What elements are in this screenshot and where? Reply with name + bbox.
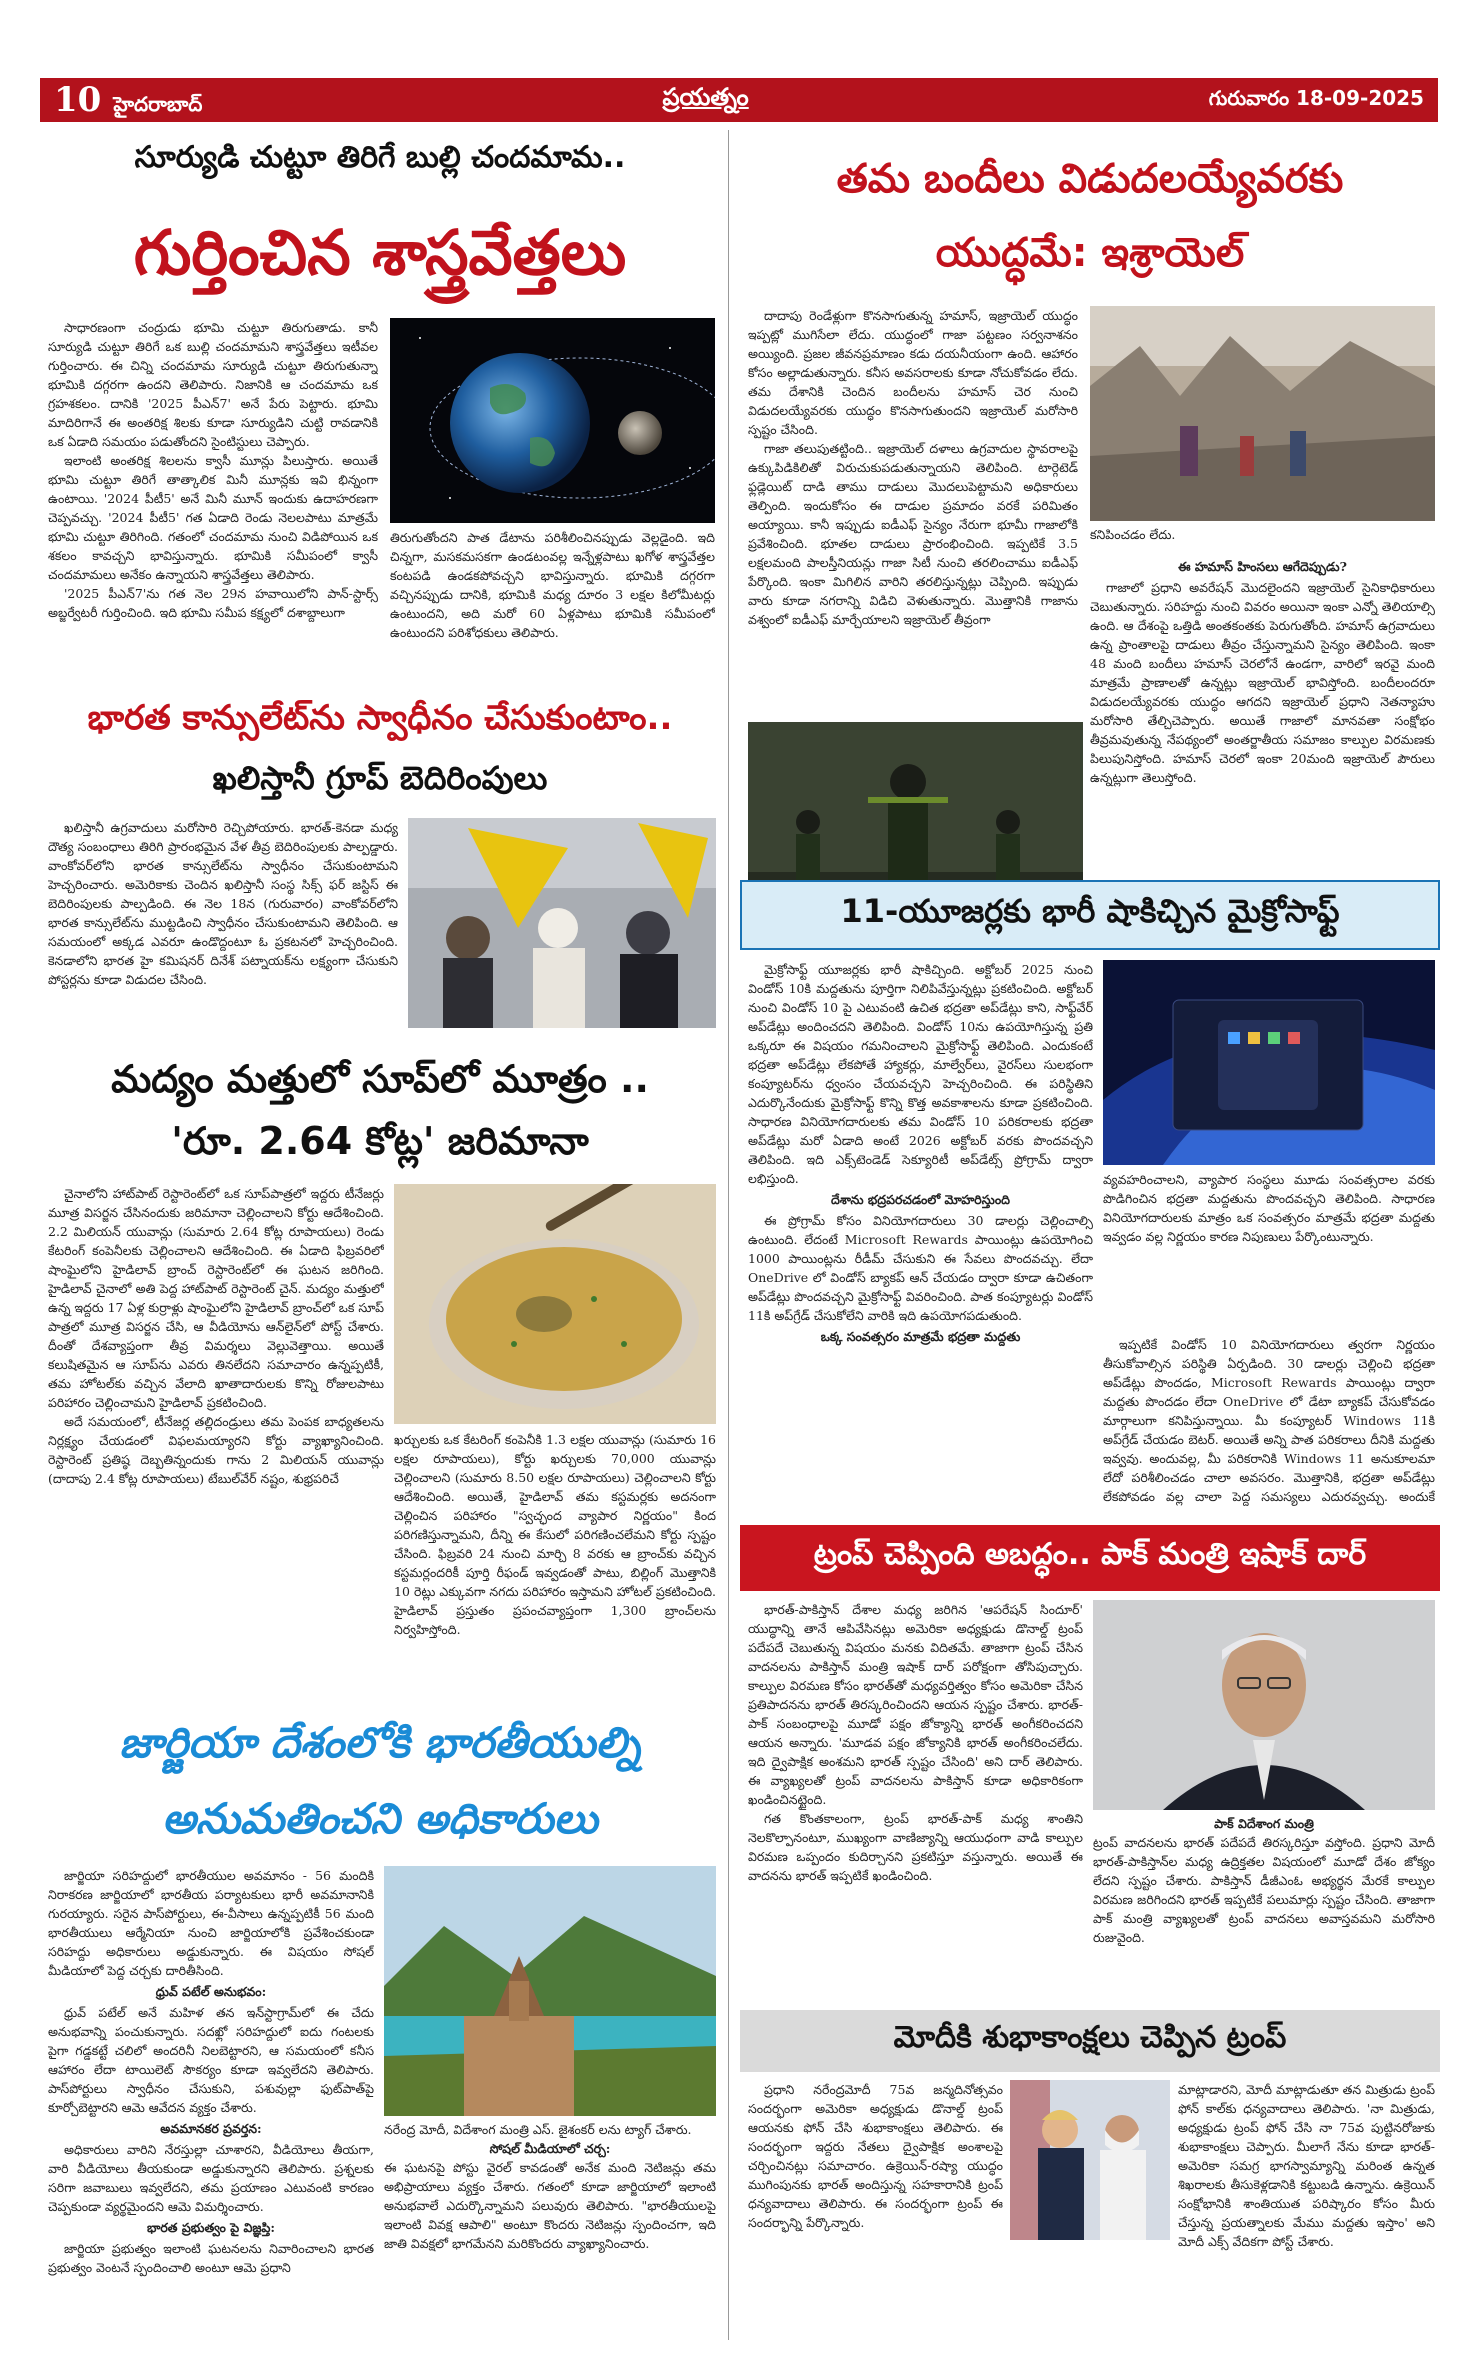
israel-body-p3: గాజాలో ప్రధాని అవరేషన్ మొదలైందని ఇజ్రాయెల్ సైనికాధికారులు చెబుతున్నారు. సరిహద్దు నుంచి వివరం అయినా ఇంకా ఎన్నో తెలియాల్సి ఉంది. ఆ దేశంపై ఒత్తిడి అంతకంతకు పెరుగుతోంది. హమాస్ ఉగ్రవాదులు ఉన్న ప్రాంతాలపై దాడులు తీవ్రం చేస్తున్నామని సైన్యం తెలిపింది. ఇంకా 48 మంది బందీలు హమాస్ చెరలోనే ఉండగా, వారిలో ఇరవై మంది మాత్రమే ప్రాణాలతో ఉన్నట్లు ఇజ్రాయెల్ భావిస్తోంది. బందీలందరూ విడుదలయ్యేవరకు యుద్ధం ఆగదని ఇజ్రాయెల్ ప్రధాని నెతన్యాహు మరోసారి తేల్చిచెప్పారు. అయితే గాజాలో మానవతా సంక్షోభం తీవ్రమవుతున్న నేపథ్యంలో అంతర్జాతీయ సమాజం కాల్పుల విరమణకు పిలుపునిస్తోంది. హమాస్ చెరలో ఇంకా 20మంది ఇజ్రాయెల్ పౌరులు ఉన్నట్లుగా తెలుస్తోంది. — [1090, 580, 1435, 785]
protest-crowd-illustration — [408, 818, 716, 1028]
modi-caption-text: మాట్లాడారని, మోదీ మాట్లాడుతూ తన మిత్రుడు ట్రంప్ ఫోన్ కాల్‌కు ధన్యవాదాలు తెలిపారు. 'నా మిత్రుడు, అధ్యక్షుడు ట్రంప్ ఫోన్ చేసి నా 75వ పుట్టినరోజుకు శుభాకాంక్షలు చెప్పారు. మీలాగే నేను కూడా భారత్-అమెరికా సమగ్ర భాగస్వామ్యాన్ని మరింత ఉన్నత శిఖరాలకు తీసుకెళ్లడానికి కట్టుబడి ఉన్నాను. ఉక్రెయిన్ సంక్షోభానికి శాంతియుత పరిష్కారం కోసం మీరు చేస్తున్న ప్రయత్నాలకు మేము మద్దతు ఇస్తాం' అని మోదీ ఎక్స్ వేదికగా పోస్ట్ చేశారు. — [1178, 2082, 1435, 2249]
pak-headline: ట్రంప్ చెప్పింది అబద్ధం.. పాక్ మంత్రి ఇషాక్ దార్ — [813, 1537, 1367, 1572]
georgia-caption — [384, 2120, 716, 2340]
georgia-headline-1: జార్జియా దేశంలోకి భారతీయుల్ని — [119, 1718, 641, 1767]
pak-body-p2: గత కొంతకాలంగా, ట్రంప్ భారత్-పాక్ మధ్య శాంతిని నెలకొల్పానంటూ, ముఖ్యంగా వాణిజ్యాన్ని ఆయుధంగా వాడి కాల్పుల విరమణ ఒప్పందం కుదిర్చానని ప్రకటిస్తూ వస్తున్నారు. అయితే ఈ వాదనను భారత్ ఇప్పటికే ఖండించింది. — [748, 1811, 1083, 1883]
moon-headline-block — [40, 200, 720, 310]
georgia-body-p1: జార్జియా సరిహద్దులో భారతీయుల అవమానం - 56 మందికి నిరాకరణ జార్జియాలో భారతీయ పర్యాటకులు భారీ అవమానానికి గురయ్యారు. సరైన పాస్‌పోర్టులు, ఈ-వీసాలు ఉన్నప్పటికీ 56 మంది భారతీయులు ఆర్మేనియా నుంచి జార్జియాలోకి ప్రవేశించకుండా సరిహద్దు అధికారులు అడ్డుకున్నారు. ఈ విషయం సోషల్ మీడియాలో పెద్ద చర్చకు దారితీసింది. — [48, 1868, 374, 1978]
microsoft-caption — [1103, 1170, 1435, 1330]
soup-caption-text: ఖర్చులకు ఒక కేటరింగ్ కంపెనీకి 1.3 లక్షల యువాన్లు (సుమారు 16 లక్షల రూపాయలు), కోర్టు ఖర్చులకు 70,000 యువాన్లు చెల్లించాలని (సుమారు 8.50 లక్షల రూపాయలు) చెల్లించాలని కోర్టు ఆదేశించింది. అయితే, హైడిలావ్ తమ కస్టమర్లకు అదనంగా చెల్లించిన పరిహారం "స్వచ్ఛంద వ్యాపార నిర్ణయం" కింద పరిగణిస్తున్నామని, దీన్ని ఈ కేసులో పరిగణించలేమని కోర్టు స్పష్టం చేసింది. ఫిబ్రవరి 24 నుంచి మార్చి 8 వరకు ఆ బ్రాంచ్‌కు వచ్చిన కస్టమర్లందరికీ పూర్తి రీఫండ్ ఇవ్వడంతో పాటు, బిల్లింగ్ మొత్తానికి 10 రెట్లు ఎక్కువగా నగదు పరిహారం ఇస్తామని హోటల్ ప్రకటించింది. హైడిలావ్ ప్రస్తుతం ప్రపంచవ్యాప్తంగా 1,300 బ్రాంచ్‌లను నిర్వహిస్తోంది. — [394, 1432, 716, 1637]
pak-caption-text: ట్రంప్ వాదనలను భారత్ పదేపదే తిరస్కరిస్తూ వస్తోంది. ప్రధాని మోదీ భారత్-పాకిస్తాన్‌ల మధ్య ఉద్రిక్తతల విషయంలో మూడో దేశం జోక్యం లేదని స్పష్టం చేశారు. పాకిస్తాన్ డీజీఎంఓ అభ్యర్థన మేరకే కాల్పుల విరమణ జరిగిందని భారత్ ఇప్పటికే పలుమార్లు స్పష్టం చేసింది. తాజాగా పాక్ మంత్రి వ్యాఖ్యలతో ట్రంప్ వాదనలు అవాస్తవమని మరోసారి రుజువైంది. — [1093, 1835, 1435, 1945]
soup-caption — [394, 1430, 716, 1675]
khalistan-photo — [408, 818, 716, 1028]
georgia-caption-title: సోషల్ మీడియాలో చర్చ: — [489, 2141, 611, 2156]
khalistan-body — [48, 818, 398, 1033]
microsoft-body-p3: ఇప్పటికే విండోస్ 10 వినియోగదారులు త్వరగా నిర్ణయం తీసుకోవాల్సిన పరిస్థితి ఏర్పడింది. 30 డాలర్లు చెల్లించి భద్రతా అప్‌డేట్లు పొందడం, Microsoft Rewards పాయింట్లు ద్వారా మద్దతు పొందడం లేదా OneDrive లో డేటా బ్యాకప్ చేసుకోవడం మార్గాలుగా కనిపిస్తున్నాయి. మీ కంప్యూటర్ Windows 11కి అప్‌గ్రేడ్ చేయడం బెటర్. అయితే అన్ని పాత పరికరాలు దీనికి మద్దతు ఇవ్వవు. అందువల్ల, మీ పరికరానికి Windows 11 అనుకూలమా లేదో పరిశీలించడం చాలా అవసరం. మొత్తానికి, భద్రతా అప్‌డేట్లు లేకపోవడం వల్ల చాలా పెద్ద సమస్యలు ఎదురవ్వచ్చు. అందుకే — [1103, 1337, 1435, 1504]
soup-body — [48, 1184, 384, 1674]
moon-headline: గుర్తించిన శాస్త్రవేత్తలు — [133, 216, 627, 289]
soup-headline-2: 'రూ. 2.64 కోట్ల' జరిమానా — [171, 1119, 589, 1163]
masthead-left — [54, 80, 202, 121]
windows-laptop-illustration — [1103, 960, 1435, 1165]
georgia-sub-2: అవమానకర ప్రవర్తన: — [160, 2121, 262, 2136]
israel-caption — [1090, 525, 1435, 551]
israel-sub: ఈ హమాస్ హింసలు ఆగేదెప్పుడు? — [1178, 559, 1347, 574]
column-divider — [728, 130, 729, 2340]
rubble-illustration — [1090, 306, 1435, 521]
georgia-church-illustration — [384, 1866, 716, 2116]
masthead-bar — [40, 78, 1438, 122]
modi-headline-box — [740, 2010, 1440, 2072]
modi-body — [748, 2080, 1003, 2340]
pak-body — [748, 1600, 1083, 1988]
khalistan-headline: భారత కాన్సులేట్‌ను స్వాధీనం చేసుకుంటాం.. — [87, 698, 673, 738]
israel-headline-1: తమ బందీలు విడుదలయ్యేవరకు — [836, 156, 1344, 202]
georgia-headline-2-block — [40, 1786, 720, 1856]
georgia-sub-3: భారత ప్రభుత్వం పై విజ్ఞప్తి: — [146, 2220, 276, 2235]
khalistan-headline-block — [40, 690, 720, 750]
microsoft-headline-box — [740, 880, 1440, 950]
moon-body-p2: ఇలాంటి అంతరిక్ష శిలలను క్వాసీ మూన్లు పిలుస్తారు. అయితే భూమి చుట్టూ తిరిగే తాత్కాలిక మినీ మూన్లకు ఇవి భిన్నంగా ఉంటాయి. '2024 పీటీ5' అనే మినీ మూన్ ఇందుకు ఉదాహరణగా చెప్పవచ్చు. '2024 పీటీ5' గత ఏడాది రెండు నెలలపాటు మాత్రమే భూమి చుట్టూ తిరిగింది. గతంలో చందమామ నుంచి విడిపోయిన ఒక శకలం కావచ్చని భావిస్తున్నారు. భూమికి సమీపంలో క్వాసీ చందమామలు అనేకం ఉన్నాయని శాస్త్రవేత్తలు తెలిపారు. — [48, 453, 378, 582]
pak-caption — [1093, 1814, 1435, 1988]
georgia-body — [48, 1866, 374, 2340]
pak-caption-title: పాక్ విదేశాంగ మంత్రి — [1214, 1816, 1314, 1831]
israel-rubble-photo — [1090, 306, 1435, 521]
moon-caption-text: తిరుగుతోందని పాత డేటాను పరిశీలించినప్పుడు వెల్లడైంది. ఇది చిన్నగా, మసకమసకగా ఉండటంవల్ల ఇన్నేళ్లపాటు ఖగోళ శాస్త్రవేత్తల కంటపడి ఉండకపోవచ్చని భావిస్తున్నారు. భూమికి దగ్గరగా వచ్చినప్పుడు దానికి, భూమికి మధ్య దూరం 3 లక్షల కిలోమీటర్లు ఉంటుందని, అది మరో 60 ఏళ్లపాటు భూమికి సమీపంలో ఉంటుందని పరిశోధకులు తెలిపారు. — [390, 530, 715, 640]
microsoft-body-p2: ఈ ప్రోగ్రామ్ కోసం వినియోగదారులు 30 డాలర్లు చెల్లించాల్సి ఉంటుంది. లేదంటే Microsoft Rewards పాయింట్లు ఉపయోగించి 1000 పాయింట్లను రీడీమ్ చేసుకుని ఈ సేవలు పొందవచ్చు. లేదా OneDrive లో విండోస్ బ్యాకప్ ఆన్ చేయడం ద్వారా కూడా ఉచితంగా అప్‌డేట్లు పొందవచ్చని మైక్రోసాఫ్ట్ వివరించింది. పాత కంప్యూటర్లు విండోస్ 11కి అప్‌గ్రేడ్ చేసుకోలేని వారికి ఇది ఉపయోగపడుతుంది. — [748, 1213, 1093, 1323]
soup-headline-2-block — [40, 1112, 720, 1174]
soup-photo — [394, 1184, 716, 1424]
israel-body-p1: దాదాపు రెండేళ్లుగా కొనసాగుతున్న హమాస్, ఇజ్రాయెల్ యుద్ధం ఇప్పట్లో ముగిసేలా లేదు. యుద్ధంలో గాజా పట్టణం సర్వనాశనం అయ్యింది. ప్రజల జీవనప్రమాణం కడు దయనీయంగా ఉంది. ఆహారం కోసం అల్లాడుతున్నారు. కనీస అవసరాలకు కూడా నోచుకోవడం లేదు. తమ దేశానికి చెందిన బందీలను హమాస్ చెర నుంచి విడుదలయ్యేవరకు యుద్ధం కొనసాగుతుందని ఇజ్రాయెల్ మరోసారి స్పష్టం చేసింది. — [748, 308, 1078, 437]
soup-body-p2: అదే సమయంలో, టీనేజర్ల తల్లిదండ్రులు తమ పెంపక బాధ్యతలను నిర్లక్ష్యం చేయడంలో విఫలమయ్యారని కోర్టు వ్యాఖ్యానించింది. రెస్టారెంట్ ప్రతిష్ఠ దెబ్బతిన్నందుకు గాను 2 మిలియన్ యువాన్లు (దాదాపు 2.4 కోట్ల రూపాయలు) టేబుల్‌వేర్ నష్టం, శుభ్రపరిచే — [48, 1414, 384, 1486]
modi-caption — [1178, 2080, 1435, 2340]
soup-headline-1-block — [40, 1050, 720, 1112]
georgia-body-p4: జార్జియా ప్రభుత్వం ఇలాంటి ఘటనలను నివారించాలని భారత ప్రభుత్వం వెంటనే స్పందించాలి అంటూ ఆమె ప్రధాని — [48, 2241, 374, 2275]
moon-kicker: సూర్యుడి చుట్టూ తిరిగే బుల్లి చందమామ.. — [134, 140, 626, 175]
modi-trump-photo — [1010, 2080, 1170, 2240]
pak-body-p1: భారత్-పాకిస్తాన్ దేశాల మధ్య జరిగిన 'ఆపరేషన్ సిందూర్' యుద్ధాన్ని తానే ఆపివేసినట్లు అమెరికా అధ్యక్షుడు డొనాల్డ్ ట్రంప్ పదేపదే చెబుతున్న విషయం మనకు విదితమే. తాజాగా ట్రంప్ చేసిన వాదనలను పాకిస్తాన్ మంత్రి ఇషాక్ దార్ పరోక్షంగా తోసిపుచ్చారు. కాల్పుల విరమణ కోసం భారత్‌తో మధ్యవర్తిత్వం కోసం అమెరికా చేసిన ప్రతిపాదనను భారత్ తిరస్కరించిందని ఆయన స్పష్టం చేశారు. భారత్-పాక్ సంబంధాలపై మూడో పక్షం జోక్యాన్ని భారత్ అంగీకరించదని ఆయన అన్నారు. 'మూడవ పక్షం జోక్యానికి భారత్ అంగీకరించలేదు. ఇది ద్వైపాక్షిక అంశమని భారత్ స్పష్టం చేసింది' అని దార్ తెలిపారు. ఈ వ్యాఖ్యలతో ట్రంప్ వాదనలను పాకిస్తాన్ కూడా అధికారికంగా ఖండించినట్టైంది. — [748, 1602, 1083, 1807]
microsoft-body-2 — [1103, 1335, 1435, 1507]
microsoft-body — [748, 960, 1093, 1506]
edition-city: హైదరాబాద్ — [113, 91, 203, 116]
georgia-photo — [384, 1866, 716, 2116]
israel-headline-2-block — [740, 222, 1440, 288]
israel-headline-1-block — [740, 148, 1440, 214]
moon-body-p3: '2025 పీఎన్7'ను గత నెల 29న హవాయిలోని పాన్-స్టార్స్ అబ్జర్వేటరీ గుర్తించింది. ఇది భూమి సమీప కక్ష్యలో దశాబ్దాలుగా — [48, 586, 378, 620]
microsoft-headline: 11-యూజర్లకు భారీ షాకిచ్చిన మైక్రోసాఫ్ట్ — [840, 892, 1340, 930]
microsoft-sub-2: ఒక్క సంవత్సరం మాత్రమే భద్రతా మద్దతు — [820, 1329, 1021, 1344]
khalistan-body-p1: ఖలిస్తానీ ఉగ్రవాదులు మరోసారి రెచ్చిపోయారు. భారత్-కెనడా మధ్య దౌత్య సంబంధాలు తిరిగి ప్రారంభమైన వేళ తీవ్ర బెదిరింపులకు పాల్పడ్డారు. వాంకోవర్‌లోని భారత కాన్సులేట్‌ను స్వాధీనం చేసుకుంటామని హెచ్చరించారు. అమెరికాకు చెందిన ఖలిస్తానీ సంస్థ సిక్స్ ఫర్ జస్టిస్ ఈ బెదిరింపులకు పాల్పడింది. ఈ నెల 18న (గురువారం) వాంకోవర్‌లోని భారత కాన్సులేట్‌ను ముట్టడించి స్వాధీనం చేసుకుంటామని తెలిపింది. ఆ సమయంలో అక్కడ ఎవరూ ఉండొద్దంటూ ఓ ప్రకటనలో హెచ్చరించింది. కెనడాలోని భారత హై కమిషనర్ దినేశ్ పట్నాయక్‌ను లక్ష్యంగా చేసుకుని పోస్టర్లను కూడా విడుదల చేసింది. — [48, 820, 398, 987]
moon-photo — [390, 318, 715, 523]
leaders-handshake-illustration — [1010, 2080, 1170, 2240]
microsoft-sub-1: దేశాను భద్రపరచడంలో మోహరిస్తుంది — [831, 1192, 1010, 1207]
minister-portrait-illustration — [1093, 1600, 1435, 1810]
moon-body-p1: సాధారణంగా చంద్రుడు భూమి చుట్టూ తిరుగుతాడు. కానీ సూర్యుడి చుట్టూ తిరిగే ఒక బుల్లి చందమామని శాస్త్రవేత్తలు ఇటీవల గుర్తించారు. ఈ చిన్ని చందమామ సూర్యుడి చుట్టూ తిరుగుతున్నా భూమికి దగ్గరగా ఉందని తెలిపారు. నిజానికి ఆ చందమామ ఒక గ్రహశకలం. దానికి '2025 పీఎన్7' అనే పేరు పెట్టారు. భూమి మాదిరిగానే ఈ అంతరిక్ష శిలకు కూడా సూర్యుడిని చుట్టి రావడానికి ఒక ఏడాది సమయం పడుతోందని సైంటిస్టులు చెప్పారు. — [48, 320, 378, 449]
microsoft-body-p1: మైక్రోసాఫ్ట్ యూజర్లకు భారీ షాకిచ్చింది. అక్టోబర్ 2025 నుంచి విండోస్ 10కి మద్దతును పూర్తిగా నిలిపివేస్తున్నట్లు ప్రకటించింది. అక్టోబర్ నుంచి విండోస్ 10 పై ఎటువంటి ఉచిత భద్రతా అప్‌డేట్లు కాని, సాఫ్ట్‌వేర్ అప్‌డేట్లు అందించదని తెలిపింది. విండోస్ 10ను ఉపయోగిస్తున్న ప్రతి ఒక్కరూ ఈ విషయం గమనించాలని మైక్రోసాఫ్ట్ తెలిపింది. ఎందుకంటే భద్రతా అప్‌డేట్లు లేకపోతే హ్యాకర్లు, మాల్వేర్‌లు, వైరస్‌లు సులభంగా కంప్యూటర్‌ను ధ్వంసం చేయవచ్చని హెచ్చరించింది. ఈ పరిస్థితిని ఎదుర్కొనేందుకు మైక్రోసాఫ్ట్ కొన్ని కొత్త అవకాశాలను కూడా ప్రకటించింది. సాధారణ వినియోగదారులకు తమ విండోస్ 10 పరికరాలకు భద్రతా అప్‌డేట్లు మరో ఏడాది అంటే 2026 అక్టోబర్ వరకు పొందవచ్చని తెలిపింది. ఇది ఎక్స్‌టెండెడ్ సెక్యూరిటీ అప్‌డేట్స్ ప్రోగ్రామ్ ద్వారా లభిస్తుంది. — [748, 962, 1093, 1186]
pak-headline-box — [740, 1525, 1440, 1591]
khalistan-subhead: ఖలిస్తానీ గ్రూప్ బెదిరింపులు — [212, 759, 548, 797]
georgia-headline-2: అనుమతించని అధికారులు — [162, 1794, 598, 1843]
modi-body-p1: ప్రధాని నరేంద్రమోదీ 75వ జన్మదినోత్సవం సందర్భంగా అమెరికా అధ్యక్షుడు డొనాల్డ్ ట్రంప్ ఆయనకు ఫోన్ చేసి శుభాకాంక్షలు తెలిపారు. ఈ సందర్భంగా ఇద్దరు నేతలు ద్వైపాక్షిక అంశాలపై చర్చించినట్లు సమాచారం. ఉక్రెయిన్-రష్యా యుద్ధం ముగింపునకు భారత్ అందిస్తున్న సహకారానికి ట్రంప్ ధన్యవాదాలు తెలిపారు. ఈ సందర్భంగా ట్రంప్ ఈ సందర్భాన్ని పేర్కొన్నారు. — [748, 2082, 1003, 2230]
israel-caption-text: కనిపించడం లేదు. — [1090, 527, 1176, 542]
edition-date: గురువారం 18-09-2025 — [1208, 85, 1424, 110]
georgia-sub-1: ధ్రువ్ పటేల్ అనుభవం: — [155, 1984, 267, 1999]
moon-kicker-block — [40, 140, 720, 190]
moon-body — [48, 318, 378, 668]
georgia-headline-1-block — [40, 1710, 720, 1780]
earth-asteroid-illustration — [390, 318, 715, 523]
georgia-caption-lead: నరేంద్ర మోదీ, విదేశాంగ మంత్రి ఎస్. జైశంకర్ లను ట్యాగ్ చేశారు. — [384, 2122, 692, 2137]
georgia-body-p3: అధికారులు వారిని నేరస్తుల్లా చూశారని, వీడియోలు తీయగా, వారి వీడియోలు తీయకుండా అడ్డుకున్నారని తెలిపారు. ప్రశ్నలకు సరిగా జవాబులు ఇవ్వలేదని, తమ ప్రయాణం ఎటువంటి కారణం చెప్పకుండా వ్యర్థమైందని ఆమె విమర్శించారు. — [48, 2142, 374, 2214]
newspaper-name: ప్రయత్నం — [662, 83, 749, 111]
microsoft-photo — [1103, 960, 1435, 1165]
modi-headline: మోదీకి శుభాకాంక్షలు చెప్పిన ట్రంప్ — [893, 2020, 1287, 2055]
khalistan-subhead-block — [40, 752, 720, 808]
page-number: 10 — [54, 79, 102, 120]
microsoft-caption-text: వ్యవహరించాలని, వ్యాపార సంస్థలు మూడు సంవత్సరాల వరకు పొడిగించిన భద్రతా మద్దతును పొందవచ్చని తెలిపింది. సాధారణ వినియోగదారులకు మాత్రం ఒక సంవత్సరం మాత్రమే భద్రతా మద్దతు ఇవ్వడం వల్ల నిర్ణయం కారణ నిపుణులు పేర్కొంటున్నారు. — [1103, 1172, 1435, 1244]
israel-headline-2: యుద్ధమే: ఇశ్రాయెల్ — [935, 230, 1245, 276]
soup-bowl-illustration — [394, 1184, 716, 1424]
israel-body-p2: గాజా తలుపుతట్టింది.. ఇజ్రాయెల్ దళాలు ఉగ్రవాదుల స్థావరాలపై ఉక్కుపిడికిలితో విరుచుకుపడుతున్నాయని తెలిపింది. టార్గెటెడ్ ఫ్లడ్లెయిట్ దాడి తాము దాడులు మొదలుపెట్టామని అధికారులు తెల్పింది. ఇందుకోసం ఈ దాడుల ప్రమాదం వరకే పరిమితం అయ్యాయి. కానీ ఇప్పుడు ఐడీఎఫ్ సైన్యం నేరుగా భూమీ గాజాలోకి ప్రవేశించింది. భూతల దాడులు ప్రారంభించింది. ఇప్పటికే 3.5 లక్షలమంది పాలస్తీనియన్లు గాజా సిటీ నుంచి తరలించాము ఐడీఎఫ్ పేర్కొంది. ఇంకా మిగిలిన వారిని తరలిస్తున్నట్లు చెప్పింది. ఇప్పుడు వారు కూడా నగరాన్ని విడిచి వెళుతున్నారు. మొత్తానికి గాజాను వశ్వంలో ఐడీఎఫ్ మార్చేయాలని ఇజ్రాయెల్ తీవ్రంగా — [748, 441, 1078, 627]
moon-caption — [390, 528, 715, 670]
pak-minister-photo — [1093, 1600, 1435, 1810]
soup-headline-1: మద్యం మత్తులో సూప్‌లో మూత్రం .. — [111, 1057, 649, 1101]
georgia-body-p2: ధ్రువ్ పటేల్ అనే మహిళ తన ఇన్‌స్టాగ్రామ్‌లో ఈ చేదు అనుభవాన్ని పంచుకున్నారు. సదఖ్లో సరిహద్దులో ఐదు గంటలకు పైగా గడ్డకట్టే చలిలో అందరినీ నిలబెట్టారని, ఆ సమయంలో కనీస ఆహారం లేదా టాయిలెట్ సౌకర్యం కూడా ఇవ్వలేదని తెలిపారు. పాస్‌పోర్టులు స్వాధీనం చేసుకుని, పశువుల్లా ఫుట్‌పాత్‌పై కూర్చోబెట్టారని ఆమె ఆవేదన వ్యక్తం చేశారు. — [48, 2005, 374, 2115]
soup-body-p1: చైనాలోని హాట్‌పాట్ రెస్టారెంట్‌లో ఒక సూప్‌పాత్రలో ఇద్దరు టీనేజర్లు మూత్ర విసర్జన చేసినందుకు జరిమానా చెల్లించాలని కోర్టు ఆదేశించింది. 2.2 మిలియన్ యువాన్లు (సుమారు 2.64 కోట్ల రూపాయలు) రెండు కేటరింగ్ కంపెనీలకు చెల్లించాలని ఆదేశించింది. ఈ ఏడాది ఫిబ్రవరిలో షాంఘైలోని హైడిలావ్ బ్రాంచ్ రెస్టారెంట్‌లో ఈ ఘటన జరిగింది. హైడిలావ్ చైనాలో అతి పెద్ద హాట్‌పాట్ రెస్టారెంట్ చైన్. మద్యం మత్తులో ఉన్న ఇద్దరు 17 ఏళ్ల కుర్రాళ్లు షాంఘైలోని హైడిలావ్ బ్రాంచ్‌లో ఒక సూప్ పాత్రలో మూత్ర విసర్జన చేసి, ఆ వీడియోను ఆన్‌లైన్‌లో పోస్ట్ చేశారు. దీంతో దేశవ్యాప్తంగా తీవ్ర విమర్శలు వెల్లువెత్తాయి. అయితే కలుషితమైన ఆ సూప్‌ను ఎవరు తినలేదని సమాచారం ఉన్నప్పటికీ, తమ హోటల్‌కు వచ్చిన వేలాది ఖాతాదారులకు కొన్ని రోజులపాటు పరిహారం చెల్లించామని హైడిలావ్ ప్రకటించింది. — [48, 1186, 384, 1410]
israel-body — [748, 306, 1078, 718]
georgia-caption-text: ఈ ఘటనపై పోస్టు వైరల్ కావడంతో అనేక మంది నెటిజన్లు తమ అభిప్రాయాలు వ్యక్తం చేశారు. గతంలో కూడా జార్జియాలో ఇలాంటి అనుభవాలే ఎదుర్కొన్నామని పలువురు తెలిపారు. "భారతీయులపై ఇలాంటి వివక్ష ఆపాలి" అంటూ కొందరు నెటిజన్లు స్పందించగా, ఇది జాతి వివక్షలో భాగమేనని మరికొందరు వ్యాఖ్యానించారు. — [384, 2160, 716, 2251]
